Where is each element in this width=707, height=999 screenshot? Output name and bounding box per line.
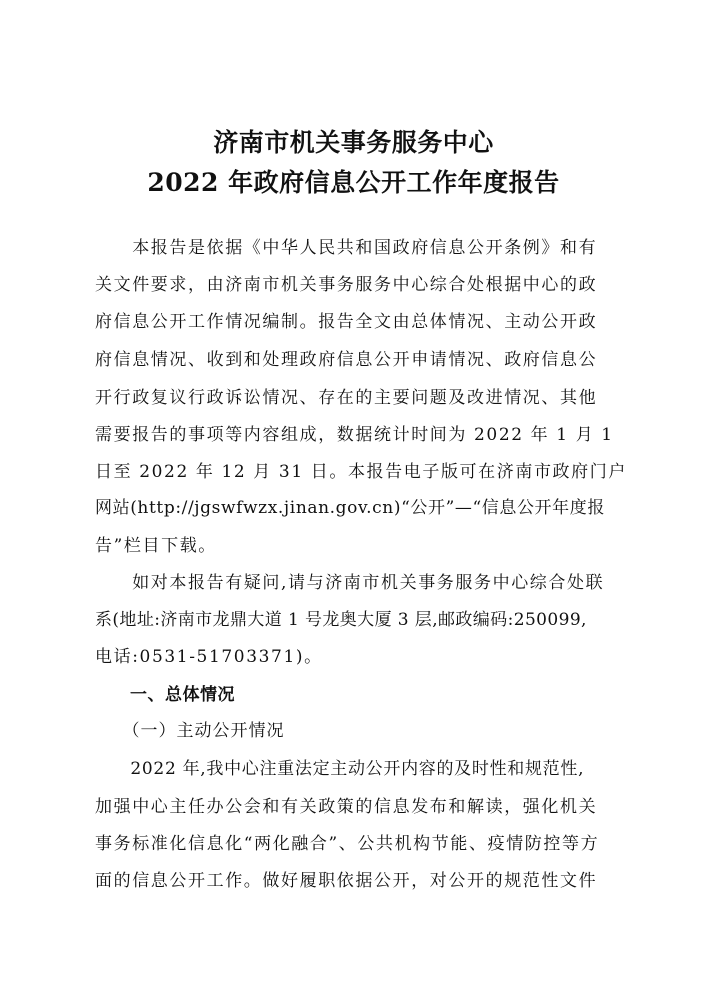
document-title-line-1: 济南市机关事务服务中心: [213, 128, 494, 157]
body-text-line: 电话:0531-51703371)。: [95, 647, 323, 667]
section-heading: 一、总体情况: [95, 685, 235, 705]
body-text-line: 关文件要求，由济南市机关事务服务中心综合处根据中心的政: [95, 275, 598, 295]
body-text-line: 事务标准化信息化“两化融合”、公共机构节能、疫情防控等方: [95, 834, 600, 854]
body-text-line: 面的信息公开工作。做好履职依据公开，对公开的规范性文件: [95, 871, 598, 891]
body-text-line: 告”栏目下载。: [95, 536, 217, 556]
body-text-line: 需要报告的事项等内容组成，数据统计时间为 2022 年 1 月 1: [95, 425, 614, 445]
document-title-line-2: 2022 年政府信息公开工作年度报告: [147, 168, 560, 197]
body-text-line: 日至 2022 年 12 月 31 日。本报告电子版可在济南市政府门户: [95, 462, 627, 482]
body-text-line: 2022 年,我中心注重法定主动公开内容的及时性和规范性,: [95, 759, 585, 779]
body-text-line: 如对本报告有疑问,请与济南市机关事务服务中心综合处联: [95, 573, 605, 593]
body-text-line: 网站(http://jgswfwzx.jinan.gov.cn)“公开”—“信息公开年度报: [95, 498, 605, 518]
body-text-line: 加强中心主任办公会和有关政策的信息发布和解读，强化机关: [95, 797, 598, 817]
body-text-line: 本报告是依据《中华人民共和国政府信息公开条例》和有: [95, 238, 598, 258]
body-text-line: 府信息情况、收到和处理政府信息公开申请情况、政府信息公: [95, 350, 598, 370]
body-text-line: 府信息公开工作情况编制。报告全文由总体情况、主动公开政: [95, 312, 598, 332]
body-text-line: 系(地址:济南市龙鼎大道 1 号龙奥大厦 3 层,邮政编码:250099,: [95, 610, 587, 630]
body-text-line: 开行政复议行政诉讼情况、存在的主要问题及改进情况、其他: [95, 388, 598, 408]
subsection-heading: （一）主动公开情况: [95, 721, 285, 741]
